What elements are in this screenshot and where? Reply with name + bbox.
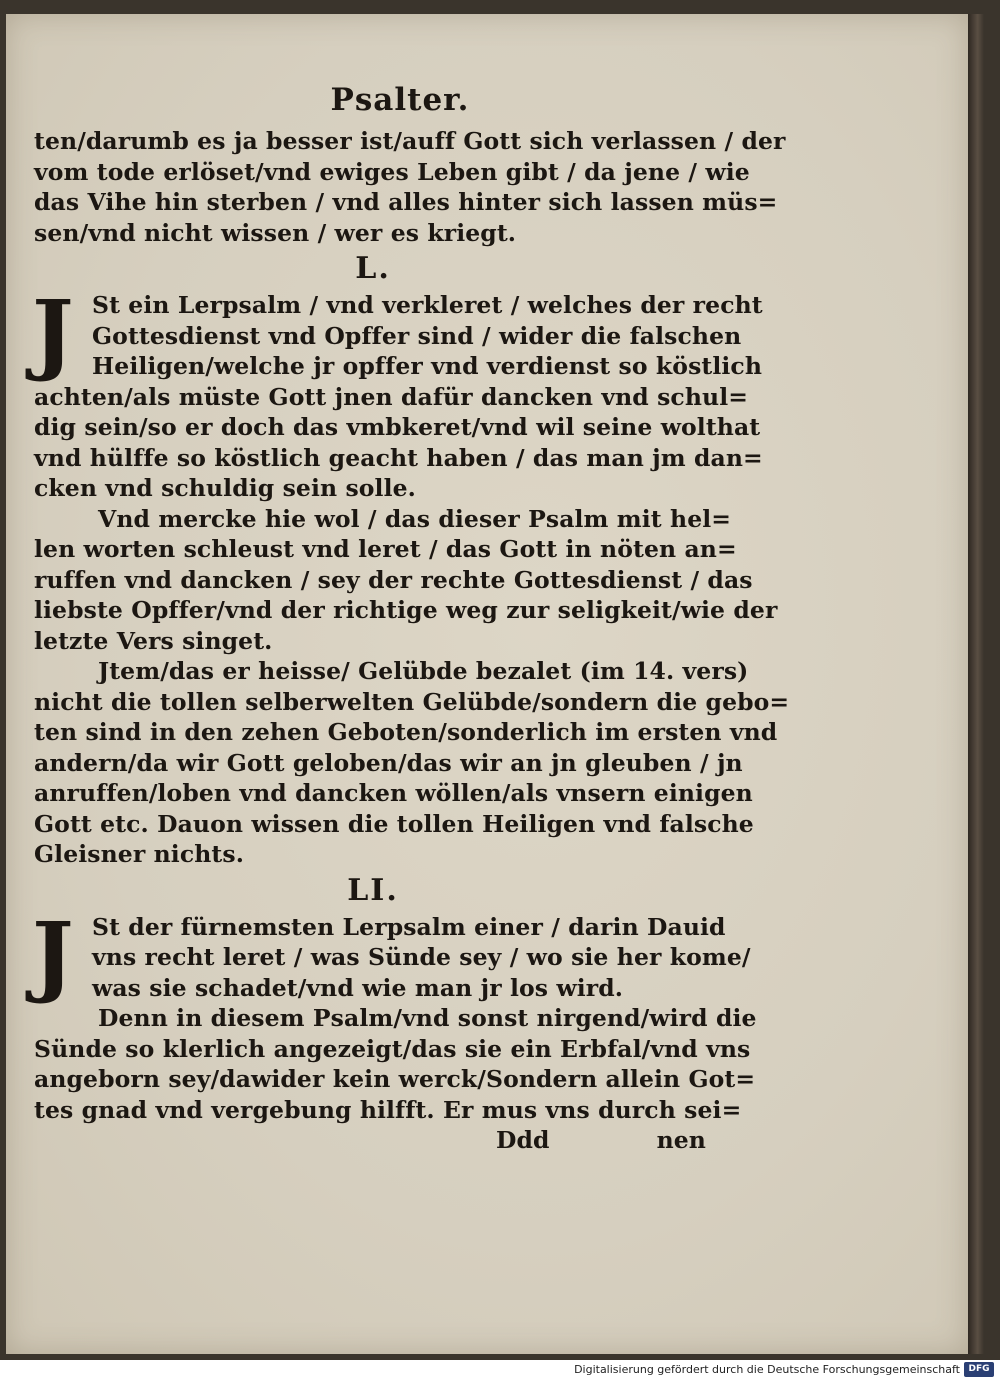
text-line: andern/da wir Gott geloben/das wir an jn gleuben / jn — [34, 748, 743, 777]
text-line: cken vnd schuldig sein solle. — [34, 474, 416, 502]
text-line: ten/darumb es ja besser ist/auff Gott sich verlassen / der — [34, 127, 786, 155]
dfg-logo-icon: DFG — [964, 1362, 994, 1377]
text-line: letzte Vers singet. — [34, 626, 273, 655]
running-head: Psalter. — [330, 82, 470, 118]
text-line: St der fürnemsten Lerpsalm einer / darin Dauid — [92, 912, 726, 941]
continuation-paragraph — [34, 126, 786, 248]
psalm-50-paragraph-2 — [34, 504, 778, 657]
text-line: das Vihe hin sterben / vnd alles hinter sich lassen müs= — [34, 188, 778, 216]
text-line: Gleisner nichts. — [34, 840, 244, 868]
text-line: anruffen/loben vnd dancken wöllen/als vnsern einigen — [34, 779, 753, 807]
psalm-number-51: LI. — [347, 872, 399, 908]
drop-cap-initial: J — [32, 280, 74, 384]
signature-mark: Ddd — [496, 1126, 550, 1154]
text-line: Sünde so klerlich angezeigt/das sie ein Erbfal/vnd vns — [34, 1034, 751, 1063]
digitization-footer — [0, 1360, 1000, 1381]
text-line: Vnd mercke hie wol / das dieser Psalm mit hel= — [98, 504, 732, 533]
page-footer-line — [34, 1125, 706, 1157]
page-edge-shadow — [968, 14, 984, 1354]
funding-credit: Digitalisierung gefördert durch die Deutsche Forschungsgemeinschaft — [574, 1363, 960, 1376]
text-line: Jtem/das er heisse/ Gelübde bezalet (im 14. vers) — [98, 657, 749, 685]
text-line: len worten schleust vnd leret / das Gott in nöten an= — [34, 535, 737, 563]
psalm-51-paragraph-2 — [34, 1003, 757, 1125]
text-line: angeborn sey/dawider kein werck/Sondern allein Got= — [34, 1065, 756, 1093]
psalm-number-50: L. — [355, 251, 391, 286]
text-line: tes gnad vnd vergebung hilfft. Er mus vns durch sei= — [34, 1095, 742, 1124]
text-line: vnd hülffe so köstlich geacht haben / das man jm dan= — [34, 443, 763, 472]
text-line: Gottesdienst vnd Opffer sind / wider die falschen — [92, 321, 742, 350]
text-line: vns recht leret / was Sünde sey / wo sie her kome/ — [92, 943, 751, 971]
text-line: ruffen vnd dancken / sey der rechte Gottesdienst / das — [34, 565, 753, 594]
psalm-50-summary — [32, 280, 763, 504]
text-line: Denn in diesem Psalm/vnd sonst nirgend/wird die — [98, 1004, 757, 1032]
psalm-50-paragraph-3 — [34, 656, 790, 870]
drop-cap-initial: J — [32, 901, 74, 1006]
text-line: achten/als müste Gott jnen dafür dancken vnd schul= — [34, 382, 749, 411]
text-line: Heiligen/welche jr opffer vnd verdienst so köstlich — [92, 352, 763, 380]
text-line: nicht die tollen selberwelten Gelübde/sondern die gebo= — [34, 687, 790, 716]
text-line: dig sein/so er doch das vmbkeret/vnd wil seine wolthat — [34, 413, 761, 441]
text-line: St ein Lerpsalm / vnd verkleret / welches der recht — [92, 291, 763, 319]
text-line: ten sind in den zehen Geboten/sonderlich im ersten vnd — [34, 718, 778, 746]
text-line: sen/vnd nicht wissen / wer es kriegt. — [34, 218, 517, 247]
text-line: liebste Opffer/vnd der richtige weg zur seligkeit/wie der — [34, 596, 778, 624]
psalm-51-summary — [32, 901, 751, 1006]
text-line: vom tode erlöset/vnd ewiges Leben gibt / da jene / wie — [34, 157, 750, 186]
text-line: was sie schadet/vnd wie man jr los wird. — [92, 973, 624, 1002]
page-text — [32, 78, 790, 1157]
text-line: Gott etc. Dauon wissen die tollen Heiligen vnd falsche — [34, 809, 754, 838]
catchword: nen — [656, 1126, 706, 1154]
